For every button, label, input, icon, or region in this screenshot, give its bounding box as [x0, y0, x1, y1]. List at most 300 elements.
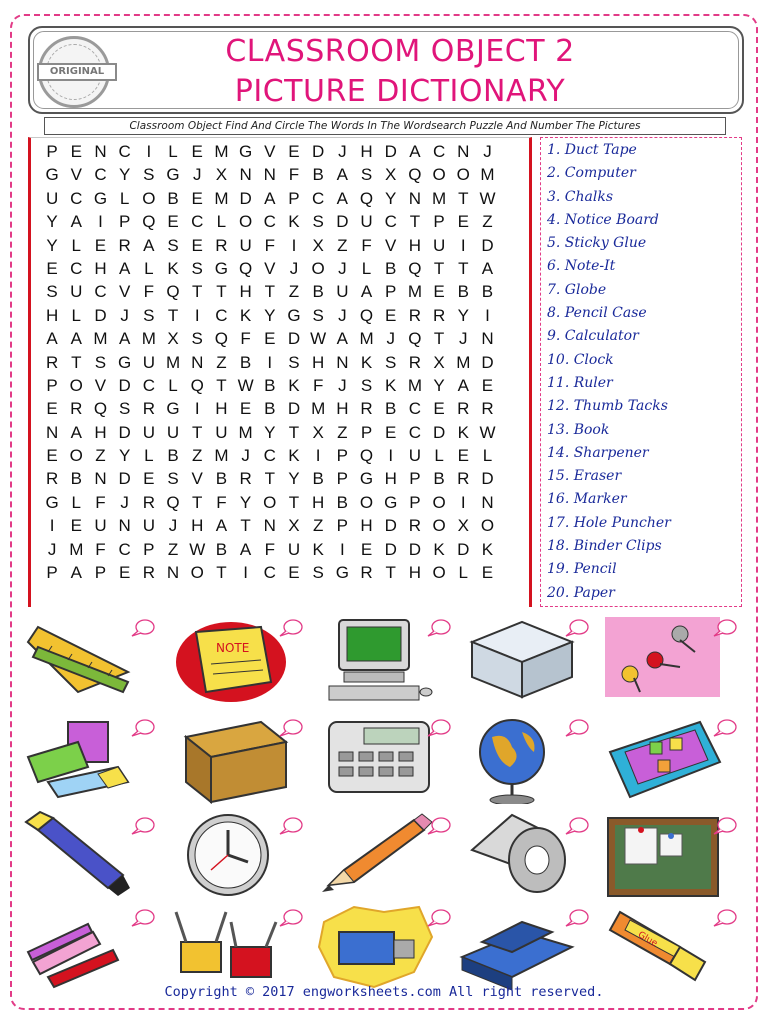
wordsearch-letter[interactable]: O: [190, 563, 204, 583]
wordsearch-letter[interactable]: G: [214, 258, 229, 278]
wordsearch-letter[interactable]: N: [457, 142, 470, 161]
wordsearch-letter[interactable]: I: [146, 142, 152, 161]
number-bubble[interactable]: [426, 816, 452, 836]
wordsearch-letter[interactable]: S: [312, 212, 324, 232]
wordsearch-letter[interactable]: E: [46, 258, 58, 278]
wordsearch-letter[interactable]: T: [71, 352, 82, 372]
wordsearch-letter[interactable]: F: [288, 165, 300, 185]
wordsearch-letter[interactable]: R: [457, 399, 470, 419]
wordsearch-letter[interactable]: L: [168, 142, 178, 161]
wordsearch-letter[interactable]: L: [144, 446, 154, 466]
wordsearch-letter[interactable]: U: [142, 422, 155, 442]
wordsearch-letter[interactable]: C: [94, 282, 107, 302]
wordsearch-letter[interactable]: S: [143, 305, 155, 325]
wordsearch-letter[interactable]: T: [409, 212, 421, 232]
wordsearch-letter[interactable]: A: [481, 258, 494, 278]
wordsearch-letter[interactable]: L: [434, 446, 444, 466]
wordsearch-letter[interactable]: N: [94, 469, 107, 489]
wordsearch-letter[interactable]: E: [70, 516, 82, 536]
number-bubble[interactable]: [130, 908, 156, 928]
wordsearch-letter[interactable]: L: [168, 375, 178, 395]
wordsearch-letter[interactable]: A: [70, 212, 82, 232]
wordsearch-letter[interactable]: V: [94, 375, 107, 395]
wordsearch-letter[interactable]: H: [239, 282, 252, 302]
wordsearch-letter[interactable]: Z: [288, 282, 300, 302]
wordsearch-letter[interactable]: R: [215, 235, 228, 255]
wordsearch-letter[interactable]: I: [267, 352, 273, 372]
wordsearch-letter[interactable]: T: [433, 329, 445, 349]
wordsearch-letter[interactable]: Y: [46, 212, 58, 232]
wordsearch-letter[interactable]: H: [45, 305, 59, 325]
wordsearch-letter[interactable]: A: [70, 422, 82, 442]
wordsearch-letter[interactable]: T: [458, 258, 469, 278]
wordsearch-letter[interactable]: R: [45, 352, 59, 372]
wordsearch-letter[interactable]: G: [166, 399, 180, 419]
wordsearch-letter[interactable]: X: [433, 352, 445, 372]
wordsearch-letter[interactable]: P: [336, 516, 349, 536]
wordsearch-letter[interactable]: N: [191, 352, 204, 372]
wordsearch-letter[interactable]: F: [264, 539, 275, 559]
wordsearch-letter[interactable]: Q: [408, 165, 422, 185]
number-bubble[interactable]: [278, 618, 304, 638]
wordsearch-letter[interactable]: J: [386, 329, 395, 349]
wordsearch-letter[interactable]: H: [312, 492, 325, 512]
wordsearch-letter[interactable]: R: [239, 469, 252, 489]
number-bubble[interactable]: [564, 618, 590, 638]
wordsearch-letter[interactable]: I: [291, 235, 297, 255]
wordsearch-letter[interactable]: V: [118, 282, 131, 302]
wordsearch-letter[interactable]: T: [264, 282, 275, 302]
wordsearch-letter[interactable]: B: [385, 258, 397, 278]
wordsearch-letter[interactable]: R: [118, 235, 131, 255]
wordsearch-letter[interactable]: X: [215, 165, 228, 185]
wordsearch-letter[interactable]: T: [288, 492, 300, 512]
wordsearch-letter[interactable]: D: [384, 539, 397, 559]
wordsearch-letter[interactable]: U: [408, 446, 422, 466]
wordsearch-letter[interactable]: R: [142, 563, 155, 583]
wordsearch-letter[interactable]: R: [360, 399, 373, 419]
wordsearch-letter[interactable]: C: [312, 188, 325, 208]
wordsearch-letter[interactable]: E: [433, 282, 445, 302]
wordsearch-letter[interactable]: R: [45, 469, 59, 489]
wordsearch-letter[interactable]: M: [311, 399, 326, 419]
wordsearch-letter[interactable]: P: [336, 446, 349, 466]
wordsearch-letter[interactable]: V: [385, 235, 397, 255]
wordsearch-letter[interactable]: H: [408, 563, 422, 583]
wordsearch-letter[interactable]: H: [336, 399, 349, 419]
wordsearch-letter[interactable]: L: [71, 235, 82, 255]
wordsearch-letter[interactable]: S: [94, 352, 107, 372]
wordsearch-letter[interactable]: G: [45, 492, 59, 512]
wordsearch-letter[interactable]: D: [287, 329, 301, 349]
wordsearch-letter[interactable]: P: [46, 375, 58, 395]
wordsearch-letter[interactable]: D: [481, 469, 494, 489]
wordsearch-letter[interactable]: V: [264, 258, 276, 278]
wordsearch-letter[interactable]: N: [408, 188, 422, 208]
wordsearch-letter[interactable]: O: [263, 492, 277, 512]
wordsearch-letter[interactable]: L: [482, 446, 493, 466]
number-bubble[interactable]: [712, 618, 738, 638]
wordsearch-letter[interactable]: D: [118, 375, 131, 395]
wordsearch-letter[interactable]: T: [240, 516, 251, 536]
wordsearch-letter[interactable]: H: [191, 516, 204, 536]
wordsearch-letter[interactable]: M: [165, 352, 181, 372]
wordsearch-letter[interactable]: E: [457, 212, 469, 232]
wordsearch-letter[interactable]: M: [214, 142, 229, 161]
wordsearch-letter[interactable]: O: [432, 492, 446, 512]
wordsearch-letter[interactable]: L: [458, 563, 469, 583]
wordsearch-letter[interactable]: E: [288, 563, 300, 583]
wordsearch-letter[interactable]: C: [191, 212, 204, 232]
wordsearch-letter[interactable]: H: [384, 469, 397, 489]
wordsearch-letter[interactable]: F: [240, 329, 251, 349]
wordsearch-letter[interactable]: K: [433, 539, 445, 559]
wordsearch-letter[interactable]: T: [167, 305, 179, 325]
number-bubble[interactable]: [130, 618, 156, 638]
wordsearch-letter[interactable]: S: [167, 235, 179, 255]
wordsearch-letter[interactable]: I: [194, 399, 200, 419]
wordsearch-letter[interactable]: S: [312, 563, 324, 583]
wordsearch-letter[interactable]: V: [191, 469, 203, 489]
wordsearch-letter[interactable]: G: [45, 165, 59, 185]
wordsearch-letter[interactable]: D: [384, 516, 397, 536]
wordsearch-letter[interactable]: Z: [167, 539, 179, 559]
wordsearch-letter[interactable]: B: [312, 165, 324, 185]
wordsearch-letter[interactable]: B: [215, 539, 228, 559]
wordsearch-letter[interactable]: M: [359, 329, 374, 349]
wordsearch-letter[interactable]: G: [93, 188, 108, 208]
wordsearch-letter[interactable]: K: [288, 446, 300, 466]
wordsearch-letter[interactable]: Y: [118, 165, 131, 185]
wordsearch-letter[interactable]: W: [189, 539, 206, 559]
wordsearch-letter[interactable]: A: [143, 235, 155, 255]
wordsearch-letter[interactable]: W: [237, 375, 254, 395]
number-bubble[interactable]: [426, 718, 452, 738]
wordsearch-letter[interactable]: B: [385, 399, 397, 419]
wordsearch-letter[interactable]: G: [384, 492, 398, 512]
wordsearch-letter[interactable]: C: [263, 563, 276, 583]
wordsearch-letter[interactable]: C: [94, 165, 107, 185]
wordsearch-letter[interactable]: A: [46, 329, 58, 349]
wordsearch-letter[interactable]: T: [192, 422, 203, 442]
wordsearch-letter[interactable]: S: [143, 165, 155, 185]
wordsearch-letter[interactable]: U: [287, 539, 301, 559]
wordsearch-letter[interactable]: Y: [288, 469, 300, 489]
wordsearch-letter[interactable]: Y: [457, 305, 469, 325]
wordsearch-letter[interactable]: K: [385, 375, 397, 395]
wordsearch-letter[interactable]: M: [407, 282, 422, 302]
wordsearch-letter[interactable]: H: [94, 422, 107, 442]
wordsearch-letter[interactable]: R: [142, 492, 155, 512]
wordsearch-letter[interactable]: K: [167, 258, 179, 278]
wordsearch-letter[interactable]: M: [238, 422, 253, 442]
wordsearch-letter[interactable]: N: [45, 422, 59, 442]
number-bubble[interactable]: [564, 718, 590, 738]
wordsearch-letter[interactable]: T: [192, 282, 203, 302]
wordsearch-letter[interactable]: J: [120, 492, 129, 512]
wordsearch-letter[interactable]: I: [243, 563, 248, 583]
wordsearch-letter[interactable]: H: [360, 142, 373, 161]
wordsearch-letter[interactable]: Y: [433, 375, 445, 395]
number-bubble[interactable]: [130, 718, 156, 738]
wordsearch-letter[interactable]: B: [239, 352, 252, 372]
wordsearch-letter[interactable]: E: [46, 446, 58, 466]
wordsearch-letter[interactable]: I: [460, 492, 466, 512]
wordsearch-letter[interactable]: T: [216, 563, 227, 583]
wordsearch-letter[interactable]: C: [432, 142, 446, 161]
wordsearch-letter[interactable]: T: [216, 282, 227, 302]
wordsearch-letter[interactable]: Q: [359, 446, 374, 466]
wordsearch-letter[interactable]: Q: [408, 258, 422, 278]
wordsearch-letter[interactable]: R: [360, 563, 373, 583]
number-bubble[interactable]: [712, 816, 738, 836]
wordsearch-letter[interactable]: Q: [166, 492, 180, 512]
wordsearch-letter[interactable]: Q: [214, 329, 229, 349]
wordsearch-letter[interactable]: E: [481, 563, 494, 583]
wordsearch-letter[interactable]: X: [288, 516, 300, 536]
wordsearch-letter[interactable]: H: [312, 352, 325, 372]
wordsearch-letter[interactable]: O: [142, 188, 156, 208]
number-bubble[interactable]: [712, 718, 738, 738]
wordsearch-letter[interactable]: Z: [216, 352, 227, 372]
wordsearch-letter[interactable]: T: [385, 563, 396, 583]
number-bubble[interactable]: [130, 816, 156, 836]
wordsearch-letter[interactable]: A: [70, 329, 82, 349]
number-bubble[interactable]: [278, 816, 304, 836]
wordsearch-letter[interactable]: P: [288, 188, 300, 208]
wordsearch-letter[interactable]: U: [142, 352, 155, 372]
wordsearch-letter[interactable]: D: [481, 352, 494, 372]
wordsearch-letter[interactable]: R: [481, 399, 494, 419]
wordsearch-letter[interactable]: P: [409, 469, 421, 489]
wordsearch-letter[interactable]: M: [432, 188, 447, 208]
wordsearch-letter[interactable]: E: [46, 399, 58, 419]
wordsearch-letter[interactable]: P: [118, 212, 131, 232]
wordsearch-letter[interactable]: G: [118, 352, 132, 372]
wordsearch-letter[interactable]: Y: [385, 188, 397, 208]
wordsearch-letter[interactable]: Z: [337, 235, 348, 255]
wordsearch-letter[interactable]: P: [385, 282, 397, 302]
wordsearch-letter[interactable]: J: [459, 329, 468, 349]
wordsearch-letter[interactable]: M: [93, 329, 108, 349]
wordsearch-letter[interactable]: K: [239, 305, 252, 325]
wordsearch-letter[interactable]: S: [360, 165, 373, 185]
wordsearch-letter[interactable]: A: [264, 188, 276, 208]
number-bubble[interactable]: [712, 908, 738, 928]
wordsearch-letter[interactable]: N: [118, 516, 131, 536]
wordsearch-letter[interactable]: D: [408, 539, 422, 559]
wordsearch-letter[interactable]: D: [239, 188, 252, 208]
wordsearch-letter[interactable]: S: [360, 375, 373, 395]
wordsearch-letter[interactable]: X: [385, 165, 397, 185]
wordsearch-letter[interactable]: C: [215, 305, 228, 325]
wordsearch-letter[interactable]: I: [194, 305, 200, 325]
wordsearch-letter[interactable]: B: [167, 446, 179, 466]
wordsearch-letter[interactable]: E: [118, 563, 131, 583]
wordsearch-letter[interactable]: S: [191, 329, 203, 349]
wordsearch-letter[interactable]: U: [239, 235, 252, 255]
wordsearch-letter[interactable]: N: [166, 563, 180, 583]
wordsearch-letter[interactable]: K: [288, 212, 300, 232]
wordsearch-letter[interactable]: C: [142, 375, 155, 395]
wordsearch-letter[interactable]: N: [94, 142, 107, 161]
wordsearch-letter[interactable]: F: [95, 539, 106, 559]
wordsearch-letter[interactable]: B: [481, 282, 494, 302]
wordsearch-letter[interactable]: B: [336, 492, 349, 512]
wordsearch-letter[interactable]: F: [143, 282, 155, 302]
wordsearch-letter[interactable]: W: [479, 188, 496, 208]
number-bubble[interactable]: [426, 618, 452, 638]
wordsearch-letter[interactable]: L: [144, 258, 154, 278]
wordsearch-letter[interactable]: N: [336, 352, 349, 372]
wordsearch-letter[interactable]: Y: [239, 492, 252, 512]
wordsearch-letter[interactable]: U: [70, 282, 83, 302]
wordsearch-letter[interactable]: J: [338, 258, 347, 278]
wordsearch-letter[interactable]: F: [312, 375, 324, 395]
wordsearch-letter[interactable]: B: [215, 469, 228, 489]
wordsearch-letter[interactable]: K: [288, 375, 300, 395]
wordsearch-letter[interactable]: B: [70, 469, 82, 489]
wordsearch-letter[interactable]: H: [360, 516, 373, 536]
wordsearch-letter[interactable]: S: [46, 282, 58, 302]
wordsearch-letter[interactable]: K: [457, 422, 469, 442]
wordsearch-letter[interactable]: B: [167, 188, 179, 208]
wordsearch-letter[interactable]: K: [312, 539, 324, 559]
wordsearch-letter[interactable]: Q: [166, 282, 180, 302]
wordsearch-letter[interactable]: D: [432, 422, 446, 442]
wordsearch-letter[interactable]: U: [142, 516, 155, 536]
wordsearch-letter[interactable]: E: [191, 235, 203, 255]
wordsearch-letter[interactable]: D: [287, 399, 301, 419]
wordsearch-letter[interactable]: A: [336, 329, 349, 349]
wordsearch-letter[interactable]: I: [388, 446, 394, 466]
wordsearch-letter[interactable]: Q: [408, 329, 422, 349]
wordsearch-letter[interactable]: Y: [118, 446, 131, 466]
wordsearch-letter[interactable]: D: [94, 305, 107, 325]
wordsearch-letter[interactable]: P: [360, 422, 373, 442]
wordsearch-letter[interactable]: V: [264, 142, 276, 161]
wordsearch-letter[interactable]: Q: [238, 258, 253, 278]
wordsearch-letter[interactable]: U: [360, 212, 373, 232]
wordsearch-letter[interactable]: O: [359, 492, 374, 512]
number-bubble[interactable]: [564, 816, 590, 836]
wordsearch-letter[interactable]: T: [216, 375, 227, 395]
wordsearch-letter[interactable]: D: [481, 235, 494, 255]
wordsearch-letter[interactable]: Q: [359, 188, 374, 208]
wordsearch-letter[interactable]: D: [336, 212, 349, 232]
wordsearch-letter[interactable]: E: [191, 188, 203, 208]
wordsearch-letter[interactable]: S: [385, 352, 397, 372]
wordsearch-letter[interactable]: R: [432, 305, 446, 325]
wordsearch-letter[interactable]: M: [456, 352, 471, 372]
wordsearch-letter[interactable]: Y: [46, 235, 58, 255]
wordsearch-letter[interactable]: I: [339, 539, 345, 559]
wordsearch-letter[interactable]: L: [71, 492, 82, 512]
wordsearch-letter[interactable]: Y: [264, 422, 276, 442]
wordsearch-letter[interactable]: H: [94, 258, 107, 278]
wordsearch-letter[interactable]: A: [360, 282, 373, 302]
wordsearch-letter[interactable]: C: [263, 446, 276, 466]
wordsearch-letter[interactable]: A: [215, 516, 228, 536]
wordsearch-letter[interactable]: X: [457, 516, 469, 536]
wordsearch-letter[interactable]: R: [457, 469, 470, 489]
wordsearch-letter[interactable]: J: [168, 516, 178, 536]
wordsearch-letter[interactable]: I: [315, 446, 321, 466]
wordsearch-letter[interactable]: B: [312, 469, 324, 489]
wordsearch-letter[interactable]: I: [485, 305, 490, 325]
wordsearch-letter[interactable]: G: [359, 469, 374, 489]
number-bubble[interactable]: [278, 908, 304, 928]
wordsearch-letter[interactable]: O: [432, 563, 446, 583]
wordsearch-letter[interactable]: P: [409, 492, 421, 512]
wordsearch-letter[interactable]: B: [264, 375, 276, 395]
wordsearch-letter[interactable]: R: [408, 516, 422, 536]
wordsearch-letter[interactable]: A: [118, 258, 131, 278]
wordsearch-letter[interactable]: L: [71, 305, 82, 325]
wordsearch-letter[interactable]: B: [457, 282, 469, 302]
wordsearch-letter[interactable]: V: [70, 165, 82, 185]
wordsearch-letter[interactable]: I: [460, 235, 466, 255]
wordsearch-letter[interactable]: Z: [312, 516, 324, 536]
wordsearch-letter[interactable]: G: [166, 165, 180, 185]
wordsearch-letter[interactable]: W: [310, 329, 327, 349]
number-bubble[interactable]: [426, 908, 452, 928]
wordsearch-letter[interactable]: P: [143, 539, 155, 559]
wordsearch-letter[interactable]: E: [385, 305, 397, 325]
wordsearch-letter[interactable]: J: [241, 446, 250, 466]
wordsearch-letter[interactable]: F: [361, 235, 372, 255]
wordsearch-letter[interactable]: W: [479, 422, 496, 442]
wordsearch-letter[interactable]: T: [458, 188, 469, 208]
wordsearch-letter[interactable]: N: [239, 165, 252, 185]
wordsearch-letter[interactable]: P: [336, 469, 349, 489]
wordsearch-letter[interactable]: J: [289, 258, 299, 278]
wordsearch-letter[interactable]: I: [98, 212, 103, 232]
wordsearch-letter[interactable]: A: [70, 563, 82, 583]
wordsearch-letter[interactable]: E: [433, 399, 445, 419]
wordsearch-letter[interactable]: I: [49, 516, 55, 536]
wordsearch-letter[interactable]: B: [312, 282, 324, 302]
wordsearch-letter[interactable]: C: [118, 539, 131, 559]
wordsearch-letter[interactable]: U: [432, 235, 446, 255]
wordsearch-letter[interactable]: R: [142, 399, 155, 419]
wordsearch-letter[interactable]: A: [118, 329, 131, 349]
wordsearch-letter[interactable]: M: [214, 446, 229, 466]
wordsearch-letter[interactable]: J: [338, 305, 347, 325]
wordsearch-letter[interactable]: F: [264, 235, 275, 255]
wordsearch-letter[interactable]: O: [69, 446, 83, 466]
wordsearch-letter[interactable]: J: [338, 375, 347, 395]
wordsearch-letter[interactable]: M: [407, 375, 422, 395]
wordsearch-letter[interactable]: Q: [142, 212, 156, 232]
wordsearch-letter[interactable]: Z: [482, 212, 493, 232]
wordsearch-letter[interactable]: L: [216, 212, 227, 232]
wordsearch-letter[interactable]: Z: [192, 446, 203, 466]
wordsearch-letter[interactable]: B: [433, 469, 445, 489]
wordsearch-letter[interactable]: E: [385, 422, 397, 442]
wordsearch-letter[interactable]: O: [480, 516, 495, 536]
wordsearch-letter[interactable]: N: [263, 165, 276, 185]
wordsearch-letter[interactable]: O: [456, 165, 470, 185]
wordsearch-letter[interactable]: G: [287, 305, 301, 325]
wordsearch-letter[interactable]: J: [192, 165, 202, 185]
number-bubble[interactable]: [278, 718, 304, 738]
wordsearch-letter[interactable]: C: [408, 422, 422, 442]
wordsearch-letter[interactable]: L: [361, 258, 372, 278]
wordsearch-letter[interactable]: L: [119, 188, 130, 208]
wordsearch-letter[interactable]: G: [238, 142, 253, 161]
wordsearch-letter[interactable]: U: [94, 516, 107, 536]
